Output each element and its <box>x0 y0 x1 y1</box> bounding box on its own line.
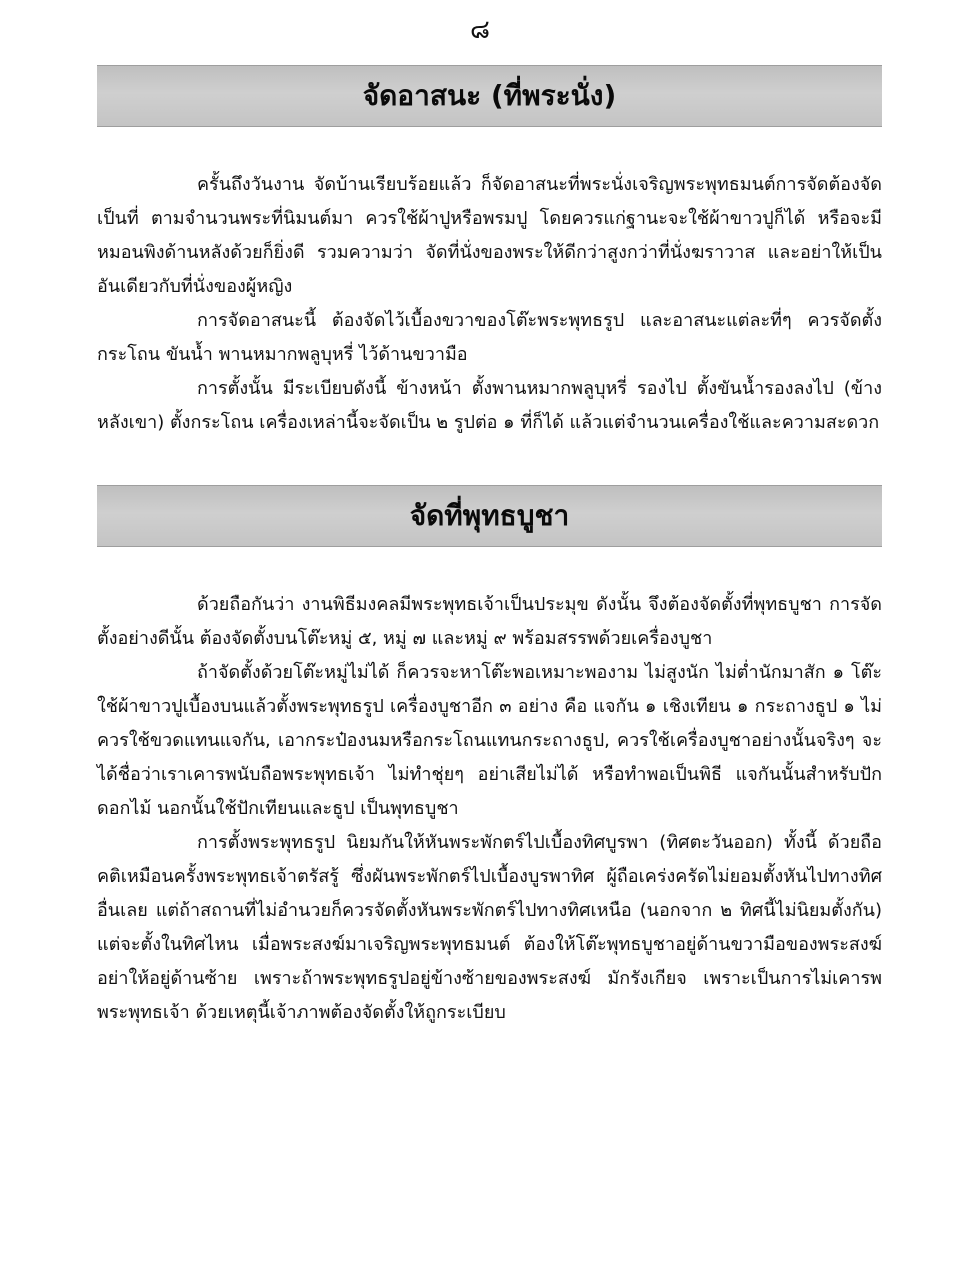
paragraph: การจัดอาสนะนี้ ต้องจัดไว้เบื้องขวาของโต๊ะพระพุทธรูป และอาสนะแต่ละที่ๆ ควรจัดตั้งกระโถน ขันน้ำ พานหมากพลูบุหรี่ ไว้ด้านขวามือ <box>97 310 882 365</box>
paragraph: ถ้าจัดตั้งด้วยโต๊ะหมู่ไม่ได้ ก็ควรจะหาโต๊ะพอเหมาะพองาม ไม่สูงนัก ไม่ต่ำนักมาสัก ๑ โต๊ะใช้ผ้าขาวปูเบื้องบนแล้วตั้งพระพุทธรูป เครื่องบูชาอีก ๓ อย่าง คือ แจกัน ๑ เชิงเทียน ๑ กระถางธูป ๑ ไม่ควรใช้ขวดแทนแจกัน, เอากระป๋องนมหรือกระโถนแทนกระถางธูป, ควรใช้เครื่องบูชาอย่างนั้นจริงๆ จะได้ชื่อว่าเราเคารพนับถือพระพุทธเจ้า ไม่ทำชุ่ยๆ อย่าเสียไม่ได้ หรือทำพอเป็นพิธี แจกันนั้นสำหรับปักดอกไม้ นอกนั้นใช้ปักเทียนและธูป เป็นพุทธบูชา <box>97 662 882 819</box>
section-heading: จัดอาสนะ (ที่พระนั่ง) <box>362 79 617 112</box>
paragraph: ครั้นถึงวันงาน จัดบ้านเรียบร้อยแล้ว ก็จัดอาสนะที่พระนั่งเจริญพระพุทธมนต์การจัดต้องจัดเป็นที่ ตามจำนวนพระที่นิมนต์มา ควรใช้ผ้าปูหรือพรมปู โดยควรแก่ฐานะจะใช้ผ้าขาวปูก็ได้ หรือจะมีหมอนพิงด้านหลังด้วยก็ยิ่งดี รวมความว่า จัดที่นั่งของพระให้ดีกว่าสูงกว่าที่นั่งฆราวาส และอย่าให้เป็นอันเดียวกับที่นั่งของผู้หญิง <box>97 174 882 297</box>
paragraph: การตั้งนั้น มีระเบียบดังนี้ ข้างหน้า ตั้งพานหมากพลูบุหรี่ รองไป ตั้งขันน้ำรองลงไป (ข้างหลังเขา) ตั้งกระโถน เครื่องเหล่านี้จะจัดเป็น ๒ รูปต่อ ๑ ที่ก็ได้ แล้วแต่จำนวนเครื่องใช้และความสะดวก <box>97 378 882 433</box>
section-header-seating <box>97 65 882 127</box>
section-heading: จัดที่พุทธบูชา <box>409 499 570 532</box>
page-number: ๘ <box>469 15 491 45</box>
paragraph: การตั้งพระพุทธรูป นิยมกันให้หันพระพักตร์ไปเบื้องทิศบูรพา (ทิศตะวันออก) ทั้งนี้ ด้วยถือคติเหมือนครั้งพระพุทธเจ้าตรัสรู้ ซึ่งผันพระพักตร์ไปเบื้องบูรพาทิศ ผู้ถือเคร่งครัดไม่ยอมตั้งหันไปทางทิศอื่นเลย แต่ถ้าสถานที่ไม่อำนวยก็ควรจัดตั้งหันพระพักตร์ไปทางทิศเหนือ (นอกจาก ๒ ทิศนี้ไม่นิยมตั้งกัน) แต่จะตั้งในทิศไหน เมื่อพระสงฆ์มาเจริญพระพุทธมนต์ ต้องให้โต๊ะพุทธบูชาอยู่ด้านขวามือของพระสงฆ์ อย่าให้อยู่ด้านซ้าย เพราะถ้าพระพุทธรูปอยู่ข้างซ้ายของพระสงฆ์ มักรังเกียจ เพราะเป็นการไม่เคารพ พระพุทธเจ้า ด้วยเหตุนี้เจ้าภาพต้องจัดตั้งให้ถูกระเบียบ <box>97 832 882 1023</box>
section-body-seating <box>97 168 882 440</box>
section-header-altar <box>97 485 882 547</box>
section-body-altar <box>97 588 882 1030</box>
paragraph: ด้วยถือกันว่า งานพิธีมงคลมีพระพุทธเจ้าเป็นประมุข ดังนั้น จึงต้องจัดตั้งที่พุทธบูชา การจัดตั้งอย่างดีนั้น ต้องจัดตั้งบนโต๊ะหมู่ ๕, หมู่ ๗ และหมู่ ๙ พร้อมสรรพด้วยเครื่องบูชา <box>97 594 882 649</box>
